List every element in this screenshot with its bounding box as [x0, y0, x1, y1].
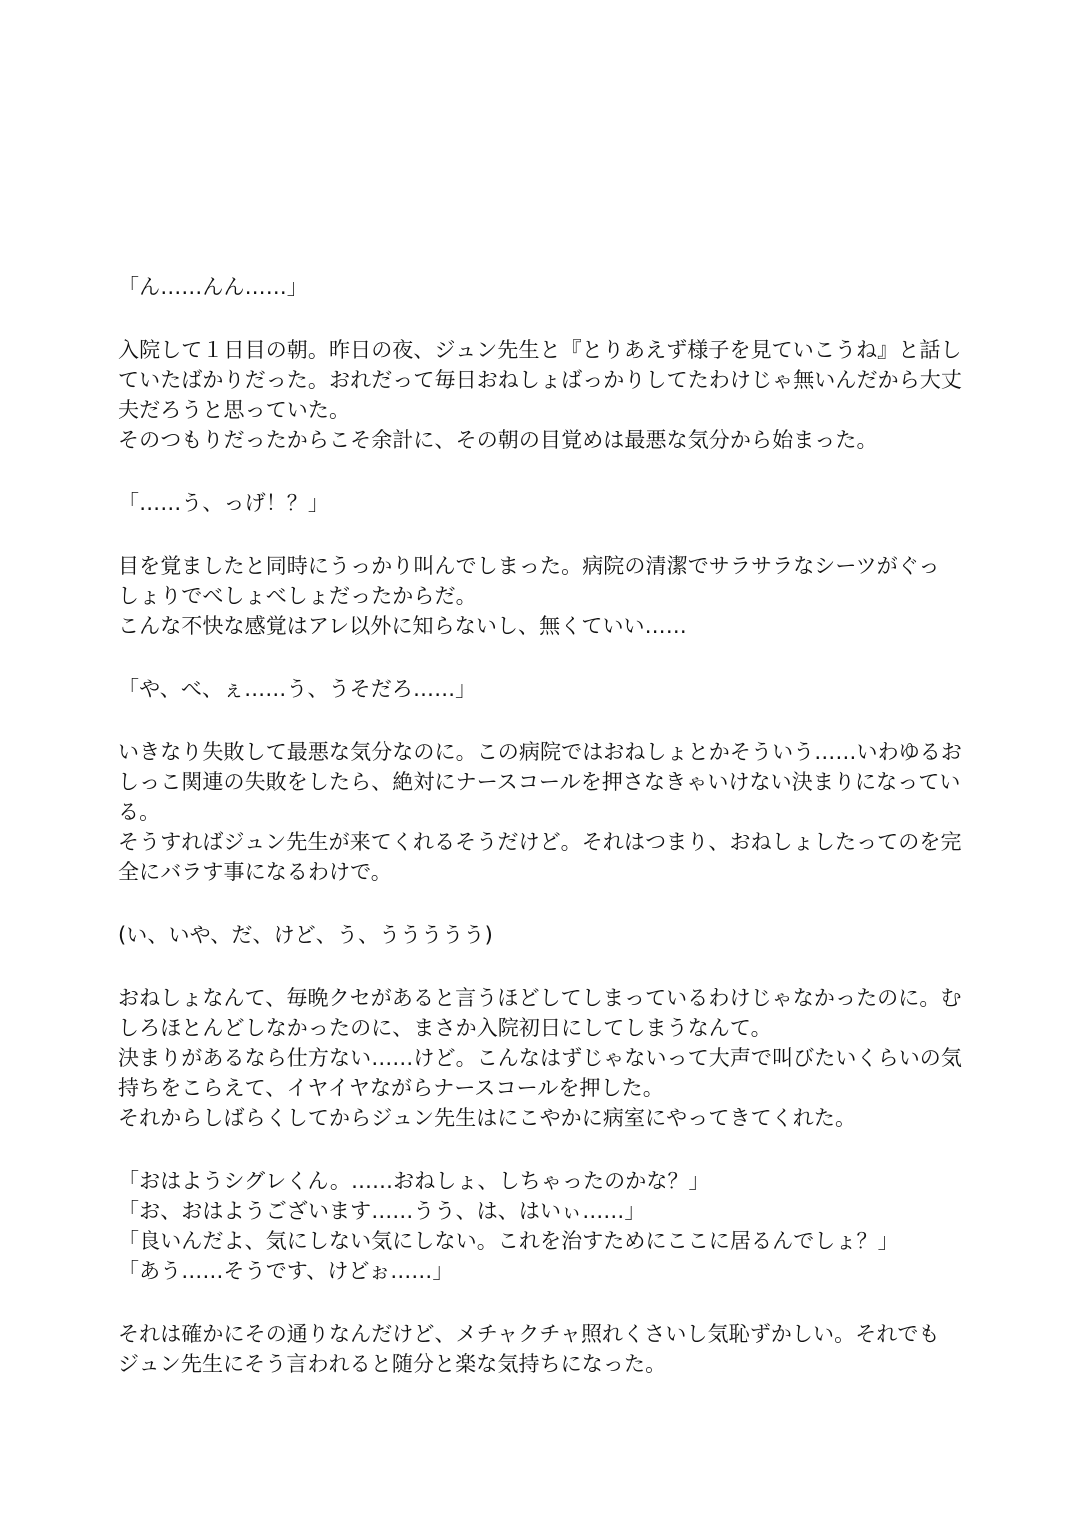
text-line: 「おはようシグレくん。……おねしょ、しちゃったのかな？」	[118, 1169, 710, 1193]
text-line: おねしょなんて、毎晩クセがあると言うほどしてしまっているわけじゃなかったのに。む	[118, 986, 962, 1010]
paragraph-gap	[118, 887, 968, 920]
paragraph-gap	[118, 1133, 968, 1166]
text-line: 「良いんだよ、気にしない気にしない。これを治すためにここに居るんでしょ？」	[118, 1229, 899, 1253]
text-line: る。	[118, 800, 161, 824]
text-line: 「お、おはようございます……うう、は、はいぃ……」	[118, 1199, 646, 1223]
text-line: それからしばらくしてからジュン先生はにこやかに病室にやってきてくれた。	[118, 1106, 857, 1130]
text-line: 「……う、っげ！？」	[118, 491, 329, 515]
text-line: 全にバラす事になるわけで。	[118, 860, 392, 884]
text-line: それは確かにその通りなんだけど、メチャクチャ照れくさいし気恥ずかしい。それでも	[118, 1322, 940, 1346]
text-line: しょりでべしょべしょだったからだ。	[118, 584, 477, 608]
text-line: 決まりがあるなら仕方ない……けど。こんなはずじゃないって大声で叫びたいくらいの気	[118, 1046, 962, 1070]
text-line: (い、いや、だ、けど、う、ううううう)	[118, 923, 493, 947]
text-line: ていたばかりだった。おれだって毎日おねしょばっかりしてたわけじゃ無いんだから大丈	[118, 368, 962, 392]
text-line: そうすればジュン先生が来てくれるそうだけど。それはつまり、おねしょしたってのを完	[118, 830, 962, 854]
text-line: 「ん……んん……」	[118, 275, 308, 299]
text-line: 夫だろうと思っていた。	[118, 398, 351, 422]
text-line: いきなり失敗して最悪な気分なのに。この病院ではおねしょとかそういう……いわゆるお	[118, 740, 962, 764]
text-line: 「や、べ、ぇ……う、うそだろ……」	[118, 677, 477, 701]
paragraph-gap	[118, 455, 968, 488]
text-line: こんな不快な感覚はアレ以外に知らないし、無くていい……	[118, 614, 687, 638]
paragraph-gap	[118, 950, 968, 983]
paragraph-gap	[118, 1286, 968, 1319]
text-line: しっこ関連の失敗をしたら、絶対にナースコールを押さなきゃいけない決まりになってい	[118, 770, 961, 794]
text-line: 「あう……そうです、けどぉ……」	[118, 1259, 454, 1283]
text-line: ジュン先生にそう言われると随分と楽な気持ちになった。	[118, 1352, 667, 1376]
paragraph-gap	[118, 704, 968, 737]
text-line: そのつもりだったからこそ余計に、その朝の目覚めは最悪な気分から始まった。	[118, 428, 878, 452]
text-line: 入院して１日目の朝。昨日の夜、ジュン先生と『とりあえず様子を見ていこうね』と話し	[118, 338, 962, 362]
paragraph-gap	[118, 302, 968, 335]
text-line: 目を覚ましたと同時にうっかり叫んでしまった。病院の清潔でサラサラなシーツがぐっ	[118, 554, 940, 578]
text-line: しろほとんどしなかったのに、まさか入院初日にしてしまうなんて。	[118, 1016, 772, 1040]
paragraph-gap	[118, 641, 968, 674]
text-line: 持ちをこらえて、イヤイヤながらナースコールを押した。	[118, 1076, 664, 1100]
paragraph-gap	[118, 518, 968, 551]
document-body	[118, 272, 968, 1379]
